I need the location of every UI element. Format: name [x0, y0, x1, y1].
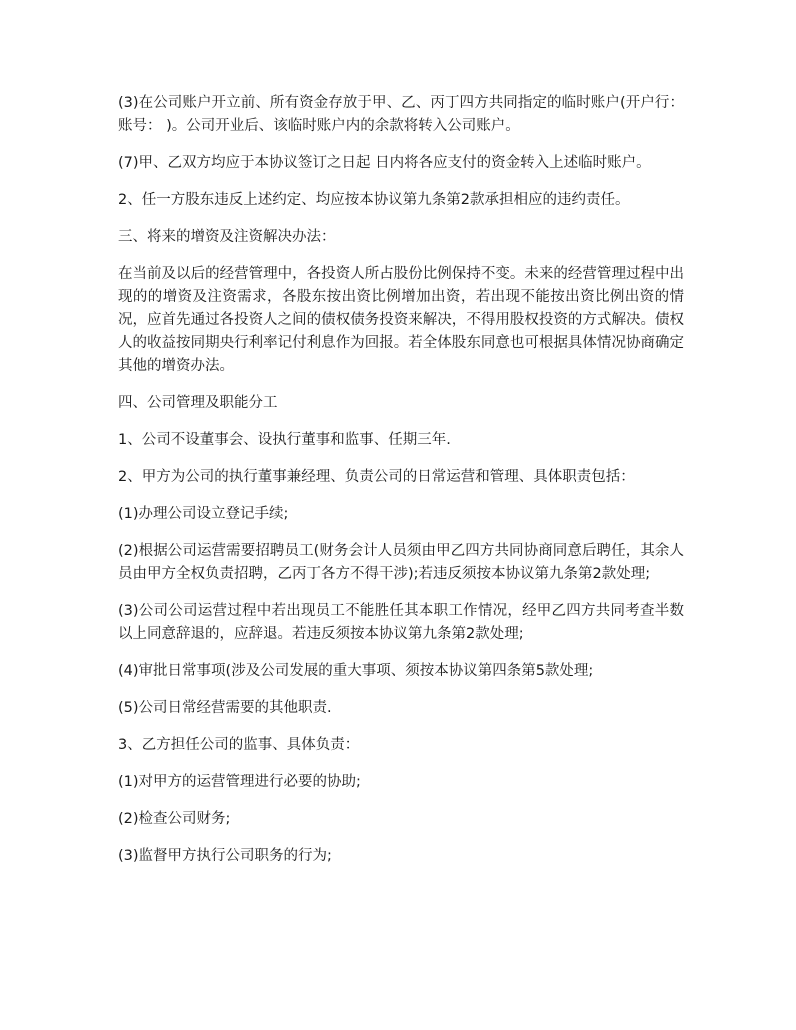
paragraph-temp-account: (3)在公司账户开立前、所有资金存放于甲、乙、丙丁四方共同指定的临时账户(开户行： 账号： )。公司开业后、该临时账户内的余款将转入公司账户。: [118, 95, 684, 134]
list-item-other-duties: (5)公司日常经营需要的其他职责.: [118, 700, 332, 716]
paragraph-party-a-duties: 2、甲方为公司的执行董事兼经理、负责公司的日常运营和管理、具体职责包括：: [118, 469, 635, 485]
section-heading-management: 四、公司管理及职能分工: [118, 395, 278, 411]
section-heading-capital-increase: 三、将来的增资及注资解决办法：: [118, 229, 336, 245]
list-item-approval: (4)审批日常事项(涉及公司发展的重大事项、须按本协议第四条第5款处理;: [118, 663, 594, 679]
document-body: [118, 92, 684, 882]
paragraph-breach-liability: 2、任一方股东违反上述约定、均应按本协议第九条第2款承担相应的违约责任。: [118, 192, 630, 208]
list-item-registration: (1)办理公司设立登记手续;: [118, 506, 289, 522]
paragraph-board-structure: 1、公司不设董事会、设执行董事和监事、任期三年.: [118, 432, 451, 448]
list-item-dismissal: (3)公司公司运营过程中若出现员工不能胜任其本职工作情况，经甲乙四方共同考查半数以上同意辞退的，应辞退。若违反须按本协议第九条第2款处理;: [118, 603, 684, 642]
list-item-supervise: (3)监督甲方执行公司职务的行为;: [118, 848, 332, 864]
list-item-hiring: (2)根据公司运营需要招聘员工(财务会计人员须由甲乙四方共同协商同意后聘任，其余人员由甲方全权负责招聘，乙丙丁各方不得干涉);若违反须按本协议第九条第2款处理;: [118, 543, 684, 582]
paragraph-capital-increase: 在当前及以后的经营管理中，各投资人所占股份比例保持不变。未来的经营管理过程中出现的的增资及注资需求，各股东按出资比例增加出资，若出现不能按出资比例出资的情况，应首先通过各投资人之间的债权债务投资来解决，不得用股权投资的方式解决。债权人的收益按同期央行利率记付利息作为回报。若全体股东同意也可根据具体情况协商确定其他的增资办法。: [118, 266, 684, 374]
list-item-assist: (1)对甲方的运营管理进行必要的协助;: [118, 774, 361, 790]
list-item-audit: (2)检查公司财务;: [118, 811, 231, 827]
paragraph-party-b-supervisor: 3、乙方担任公司的监事、具体负责：: [118, 737, 360, 753]
paragraph-transfer-deadline: (7)甲、乙双方均应于本协议签订之日起 日内将各应支付的资金转入上述临时账户。: [118, 155, 651, 171]
